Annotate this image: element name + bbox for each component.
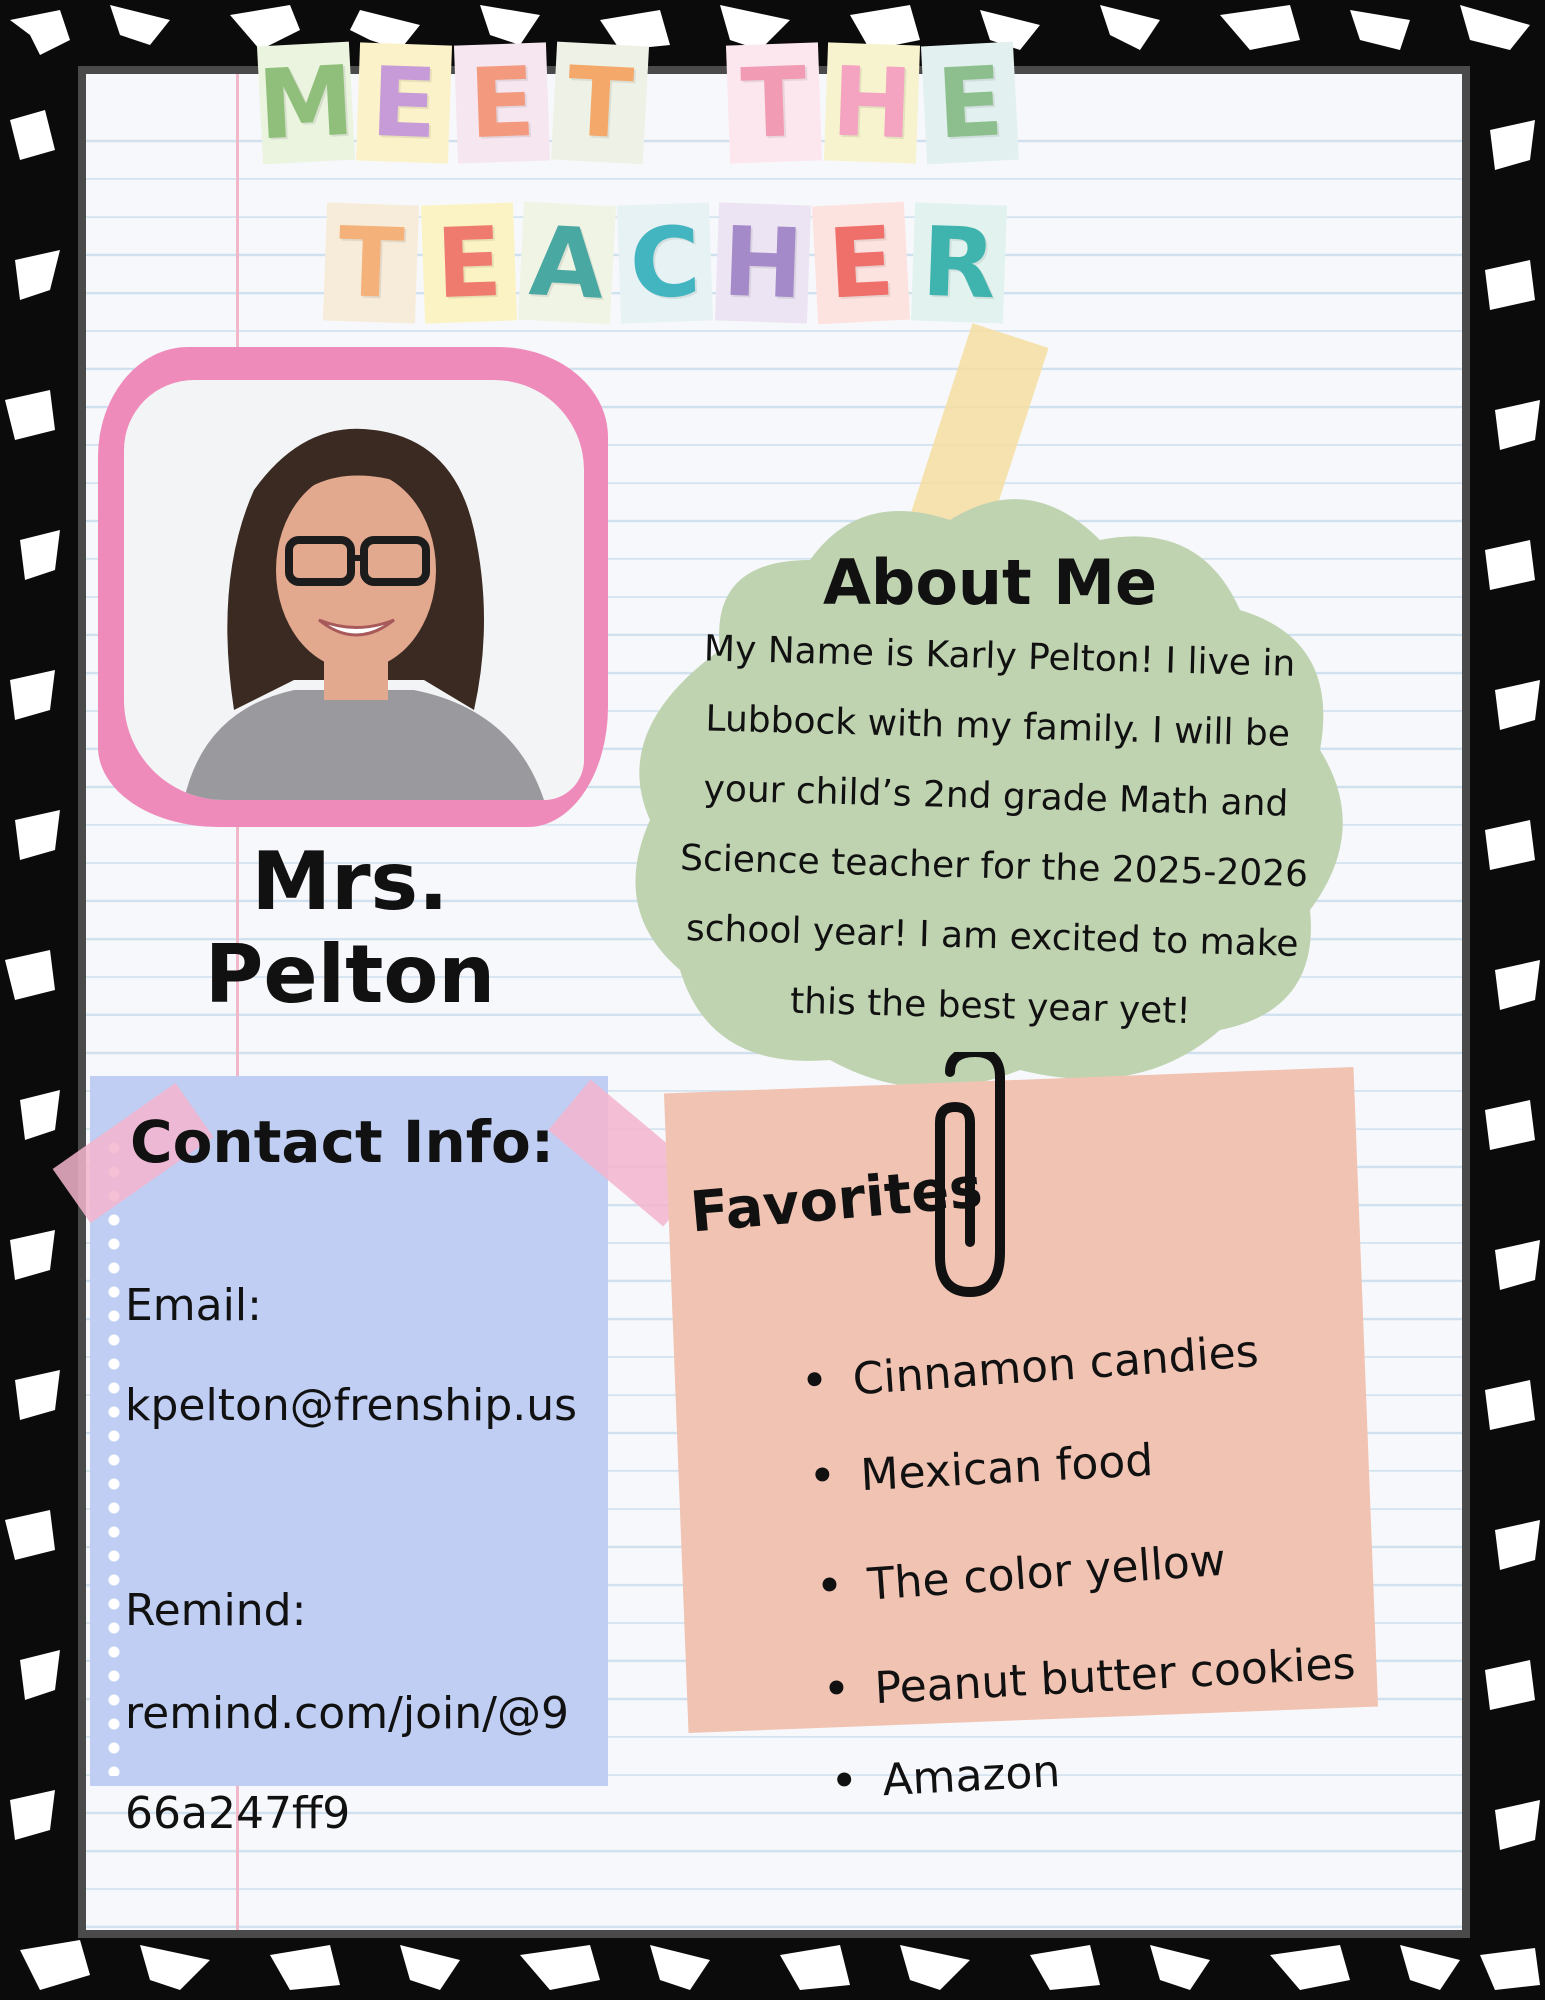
about-line: Science teacher for the 2025-2026 xyxy=(679,837,1309,896)
about-line: this the best year yet! xyxy=(789,980,1192,1033)
favorite-item: • Peanut butter cookies xyxy=(821,1634,1357,1718)
title-letter: E xyxy=(356,42,452,163)
about-line: your child’s 2nd grade Math and xyxy=(703,768,1289,825)
about-line: My Name is Karly Pelton! I live in xyxy=(703,628,1296,685)
about-line: Lubbock with my family. I will be xyxy=(705,698,1291,755)
favorites-heading: Favorites xyxy=(687,1155,985,1246)
teacher-name: Mrs. Pelton xyxy=(204,835,496,1021)
about-line: school year! I am excited to make xyxy=(685,907,1300,965)
email-address[interactable]: kpelton@frenship.us xyxy=(125,1380,578,1431)
teacher-photo xyxy=(124,380,584,800)
about-text xyxy=(650,613,1341,1051)
notebook-holes xyxy=(108,1136,120,1776)
title-meet-the xyxy=(255,44,1016,162)
remind-link-part2[interactable]: 66a247ff9 xyxy=(125,1788,351,1839)
title-letter: R xyxy=(911,202,1007,323)
title-teacher xyxy=(325,204,1005,322)
title-letter: E xyxy=(921,42,1019,165)
title-letter: H xyxy=(715,202,811,323)
title-letter: E xyxy=(421,202,517,323)
title-letter: T xyxy=(323,202,419,323)
about-heading: About Me xyxy=(822,546,1158,619)
favorite-item: • Amazon xyxy=(829,1742,1062,1810)
title-letter: E xyxy=(454,42,550,163)
title-letter: H xyxy=(824,42,920,163)
title-letter: E xyxy=(812,202,910,325)
paperclip-icon xyxy=(920,1052,1040,1302)
email-label: Email: xyxy=(125,1280,262,1331)
favorite-item: • Mexican food xyxy=(807,1431,1155,1505)
favorite-item: • The color yellow xyxy=(814,1531,1228,1616)
title-space xyxy=(652,44,722,162)
remind-label: Remind: xyxy=(125,1585,307,1636)
contact-heading: Contact Info: xyxy=(130,1108,555,1176)
title-letter: C xyxy=(617,202,713,323)
favorite-item: • Cinnamon candies xyxy=(799,1322,1261,1410)
contact-card xyxy=(90,1076,608,1786)
title-letter: M xyxy=(257,42,355,165)
remind-link-part1[interactable]: remind.com/join/@9 xyxy=(125,1688,569,1739)
title-letter: T xyxy=(551,42,649,165)
title-letter: T xyxy=(726,42,822,163)
title-letter: A xyxy=(518,202,616,325)
